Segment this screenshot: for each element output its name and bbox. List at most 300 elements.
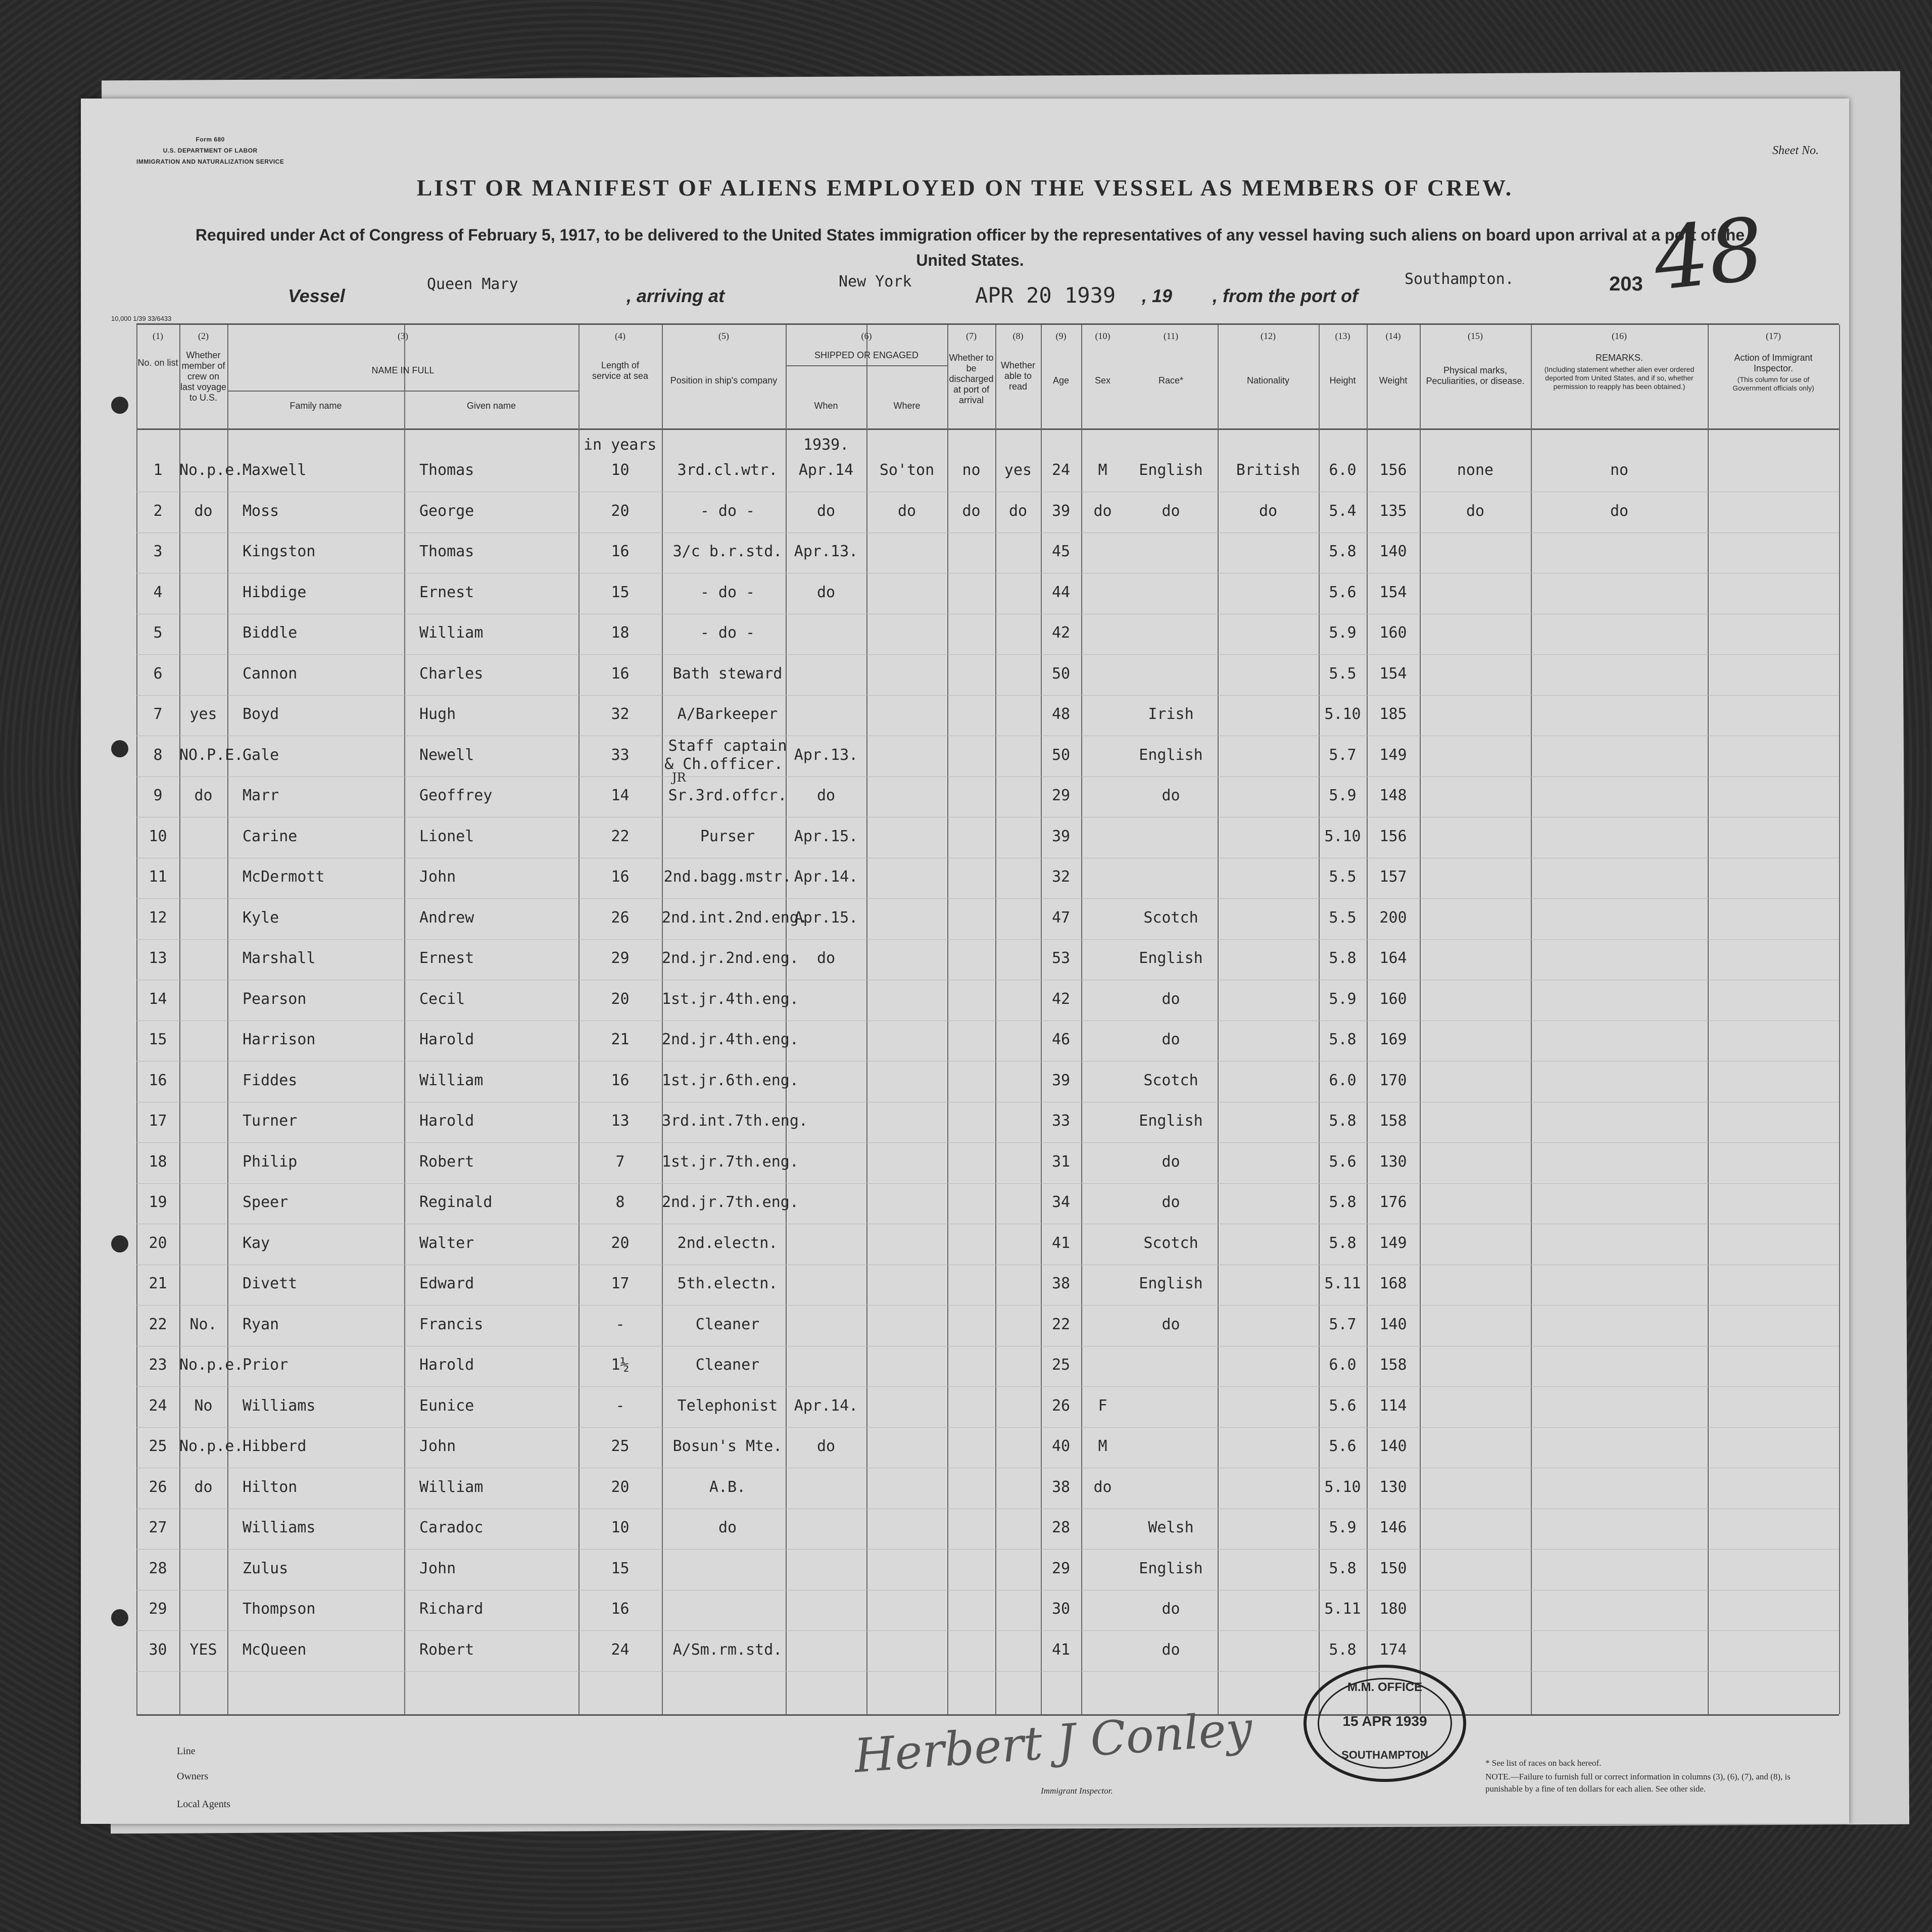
row-divider: [136, 654, 1839, 655]
owners-label: Owners: [177, 1771, 209, 1782]
cell-service: 16: [611, 543, 630, 560]
row-divider: [136, 1427, 1839, 1428]
col-1-header: No. on list: [137, 358, 178, 368]
cell-race: do: [1162, 1600, 1180, 1618]
cell-race: Welsh: [1148, 1519, 1194, 1536]
cell-given: Harold: [419, 1112, 474, 1130]
cell-race: Irish: [1148, 705, 1194, 723]
cell-no: 23: [149, 1356, 167, 1374]
row-divider: [136, 1142, 1839, 1143]
cell-service: 32: [611, 705, 630, 723]
office-stamp: [1303, 1665, 1466, 1782]
cell-weight: 176: [1379, 1193, 1407, 1211]
cell-weight: 160: [1379, 624, 1407, 642]
cell-family: Boyd: [243, 705, 279, 723]
cell-service: 17: [611, 1275, 630, 1292]
cell-no: 29: [149, 1600, 167, 1618]
col-5-header: Position in ship's company: [670, 375, 778, 385]
punch-hole: [111, 1609, 128, 1626]
cell-family: Marshall: [243, 949, 316, 967]
cell-position: 2nd.bagg.mstr.: [663, 868, 792, 886]
cell-service: 24: [611, 1640, 630, 1659]
cell-weight: 150: [1379, 1559, 1407, 1577]
cell-service: 10: [611, 1519, 630, 1536]
cell-no: 8: [153, 746, 163, 764]
cell-family: McQueen: [243, 1640, 307, 1659]
cell-given: William: [419, 1478, 484, 1496]
where-header: Where: [893, 401, 921, 411]
cell-disch: do: [962, 502, 981, 520]
cell-height: 5.11: [1324, 1600, 1361, 1618]
cell-age: 47: [1051, 908, 1071, 927]
cell-family: Ryan: [243, 1315, 279, 1333]
page-title: LIST OR MANIFEST OF ALIENS EMPLOYED ON THE VESSEL AS MEMBERS OF CREW.: [416, 175, 1514, 201]
from-port-label: , from the port of: [1213, 285, 1358, 306]
cell-age: 22: [1051, 1315, 1071, 1333]
cell-when: Apr.13.: [794, 746, 858, 764]
cell-position: Cleaner: [695, 1356, 760, 1374]
cell-no: 17: [149, 1112, 167, 1130]
cell-service: 15: [611, 583, 630, 601]
cell-given: Charles: [419, 664, 484, 683]
sheet-number-label: Sheet No.: [1772, 144, 1819, 157]
departure-port: Southampton.: [1405, 270, 1514, 288]
cell-when: Apr.13.: [794, 543, 858, 560]
cell-position: 1st.jr.7th.eng.: [662, 1152, 799, 1171]
form-identifier: Form 680 U.S. DEPARTMENT OF LABOR IMMIGRATION AND NATURALIZATION SERVICE: [136, 136, 284, 165]
cell-age: 24: [1051, 461, 1071, 479]
cell-family: Marr: [243, 787, 279, 804]
cell-age: 40: [1051, 1437, 1071, 1455]
cell-no: 13: [149, 949, 167, 967]
cell-no: 26: [149, 1478, 167, 1496]
family-name-header: Family name: [289, 401, 342, 411]
cell-family: Cannon: [243, 664, 298, 683]
cell-family: Hibdige: [243, 583, 307, 601]
cell-family: Biddle: [243, 624, 298, 642]
cell-height: 5.8: [1329, 1031, 1357, 1048]
cell-prev: No: [194, 1396, 213, 1415]
cell-no: 4: [153, 583, 163, 601]
cell-age: 41: [1051, 1640, 1071, 1659]
cell-no: 11: [149, 868, 167, 886]
cell-no: 15: [149, 1031, 167, 1048]
cell-given: Edward: [419, 1275, 474, 1292]
cell-family: Pearson: [243, 990, 307, 1008]
col-4-header: Length of service at sea: [592, 360, 649, 381]
cell-given: William: [419, 624, 484, 642]
cell-position: 2nd.jr.2nd.eng.: [662, 949, 799, 967]
immigrant-inspector-label: Immigrant Inspector.: [1041, 1786, 1113, 1796]
cell-prev: NO.P.E.: [179, 746, 244, 764]
col-9-number: (9): [1055, 331, 1067, 341]
cell-no: 6: [153, 664, 163, 683]
cell-when: Apr.15.: [794, 908, 858, 927]
cell-no: 27: [149, 1519, 167, 1536]
line-label: Line: [177, 1746, 196, 1757]
col-6-number: (6): [861, 331, 872, 341]
row-divider: [136, 695, 1839, 696]
cell-weight: 140: [1379, 1437, 1407, 1455]
col-3-header: NAME IN FULL: [371, 365, 434, 375]
cell-height: 5.8: [1329, 1193, 1357, 1211]
cell-no: 1: [153, 461, 163, 479]
cell-weight: 130: [1379, 1478, 1407, 1496]
cell-no: 22: [149, 1315, 167, 1333]
cell-race: English: [1139, 1275, 1203, 1292]
cell-given: Hugh: [419, 705, 456, 723]
cell-height: 5.7: [1329, 1315, 1357, 1333]
col-10-header: Sex: [1094, 375, 1111, 385]
cell-age: 33: [1051, 1112, 1071, 1130]
given-name-header: Given name: [466, 401, 516, 411]
cell-sex: do: [1093, 1478, 1112, 1496]
col-8-number: (8): [1012, 331, 1024, 341]
cell-height: 5.5: [1329, 868, 1357, 886]
cell-marks: none: [1457, 461, 1494, 479]
cell-service: 20: [611, 1478, 630, 1496]
cell-height: 5.8: [1329, 1234, 1357, 1252]
cell-age: 34: [1051, 1193, 1071, 1211]
cell-age: 53: [1051, 949, 1071, 967]
cell-marks: do: [1466, 502, 1485, 520]
cell-given: Richard: [419, 1600, 484, 1618]
cell-where: do: [897, 502, 916, 520]
cell-when: Apr.14: [798, 461, 854, 479]
cell-read: do: [1008, 502, 1028, 520]
cell-age: 50: [1051, 746, 1071, 764]
cell-service: 16: [611, 1600, 630, 1618]
row-divider: [136, 1183, 1839, 1184]
cell-race: English: [1139, 461, 1203, 479]
cell-family: Speer: [243, 1193, 288, 1211]
cell-race: do: [1162, 1193, 1180, 1211]
cell-family: Divett: [243, 1275, 298, 1292]
cell-weight: 158: [1379, 1112, 1407, 1130]
cell-no: 2: [153, 502, 163, 520]
cell-family: Hibberd: [243, 1437, 307, 1455]
cell-service: -: [615, 1396, 625, 1415]
cell-weight: 156: [1379, 827, 1407, 845]
cell-age: 31: [1051, 1152, 1071, 1171]
cell-weight: 140: [1379, 543, 1407, 560]
cell-given: George: [419, 502, 474, 520]
cell-weight: 174: [1379, 1640, 1407, 1659]
row-divider: [136, 1305, 1839, 1306]
cell-position: Staff captain: [668, 737, 787, 755]
cell-weight: 149: [1379, 746, 1407, 764]
punch-hole: [111, 740, 128, 757]
cell-position: A/Sm.rm.std.: [672, 1640, 783, 1659]
cell-family: Williams: [243, 1519, 316, 1536]
cell-height: 5.6: [1329, 1437, 1357, 1455]
cell-position: 3rd.int.7th.eng.: [662, 1112, 808, 1130]
cell-sex: do: [1093, 502, 1112, 520]
cell-age: 41: [1051, 1234, 1071, 1252]
cell-given: John: [419, 1559, 456, 1577]
cell-weight: 140: [1379, 1315, 1407, 1333]
cell-weight: 180: [1379, 1600, 1407, 1618]
col-12-number: (12): [1261, 331, 1276, 341]
cell-family: Prior: [243, 1356, 288, 1374]
stamp-bottom-text: SOUTHAMPTON: [1341, 1749, 1428, 1761]
cell-weight: 154: [1379, 664, 1407, 683]
cell-height: 5.9: [1329, 787, 1357, 804]
cell-no: 3: [153, 543, 163, 560]
cell-position: - do -: [700, 624, 755, 642]
cell-when: Apr.14.: [794, 1396, 858, 1415]
cell-given: Thomas: [419, 543, 474, 560]
col-11-header: Race*: [1158, 375, 1184, 385]
col-16-subheader: (Including statement whether alien ever ordered deported from United States, and if so, whether permission to reapply has been obtained.): [1544, 365, 1695, 391]
cell-age: 44: [1051, 583, 1071, 601]
cell-no: 14: [149, 990, 167, 1008]
arrival-port: New York: [839, 273, 912, 291]
cell-position: 2nd.electn.: [677, 1234, 778, 1252]
cell-given: Ernest: [419, 949, 474, 967]
cell-position: 5th.electn.: [677, 1275, 778, 1292]
cell-position: A/Barkeeper: [677, 705, 778, 723]
cell-position: 1st.jr.6th.eng.: [662, 1071, 799, 1089]
cell-weight: 200: [1379, 908, 1407, 927]
cell-height: 5.10: [1324, 705, 1361, 723]
cell-height: 5.6: [1329, 1152, 1357, 1171]
cell-remarks: do: [1610, 502, 1629, 520]
col-5-number: (5): [718, 331, 729, 341]
cell-race: do: [1162, 990, 1180, 1008]
cell-when: Apr.14.: [794, 868, 858, 886]
row-divider: [136, 1386, 1839, 1387]
vessel-name: Queen Mary: [427, 275, 518, 293]
col-17-subheader: (This column for use of Government officials only): [1732, 375, 1814, 392]
cell-weight: 164: [1379, 949, 1407, 967]
cell-service: 16: [611, 1071, 630, 1089]
cell-given: Caradoc: [419, 1519, 484, 1536]
local-agents-label: Local Agents: [177, 1799, 231, 1810]
cell-weight: 185: [1379, 705, 1407, 723]
col-7-number: (7): [966, 331, 977, 341]
cell-height: 5.9: [1329, 1519, 1357, 1536]
handwritten-sheet-number: 48: [1649, 199, 1768, 310]
cell-given: Harold: [419, 1031, 474, 1048]
cell-age: 29: [1051, 1559, 1071, 1577]
cell-given: Lionel: [419, 827, 474, 845]
col-16-header: REMARKS.: [1595, 353, 1644, 363]
cell-height: 5.6: [1329, 1396, 1357, 1415]
cell-position: - do -: [700, 583, 755, 601]
cell-nat: do: [1259, 502, 1278, 520]
cell-age: 28: [1051, 1519, 1071, 1536]
cell-no: 7: [153, 705, 163, 723]
col-17-header: Action of Immigrant Inspector.: [1734, 353, 1813, 373]
cell-height: 5.5: [1329, 664, 1357, 683]
years-unit-label: in years: [584, 436, 657, 454]
cell-read: yes: [1004, 461, 1032, 479]
cell-family: Turner: [243, 1112, 298, 1130]
cell-age: 50: [1051, 664, 1071, 683]
footnote: NOTE.—Failure to furnish full or correct information in columns (3), (6), (7), and (8), is punishable by a fine of ten dollars for each alien. See other side.: [1485, 1772, 1791, 1794]
cell-weight: 170: [1379, 1071, 1407, 1089]
cell-race: Scotch: [1143, 908, 1198, 927]
cell-service: 10: [611, 461, 630, 479]
cell-position: Sr.3rd.offcr.: [668, 787, 787, 804]
col-17-number: (17): [1766, 331, 1781, 341]
cell-weight: 135: [1379, 502, 1407, 520]
inspector-signature: Herbert J Conley: [852, 1701, 1254, 1783]
cell-prev: do: [194, 1478, 213, 1496]
cell-family: Thompson: [243, 1600, 316, 1618]
col-14-header: Weight: [1379, 375, 1408, 385]
cell-race: English: [1139, 746, 1203, 764]
races-note: * See list of races on back hereof.: [1485, 1758, 1602, 1768]
cell-no: 30: [149, 1640, 167, 1659]
cell-service: 26: [611, 908, 630, 927]
cell-no: 18: [149, 1152, 167, 1171]
col-8-header: Whether able to read: [1000, 360, 1036, 392]
cell-height: 6.0: [1329, 461, 1357, 479]
col-3-number: (3): [398, 331, 408, 341]
cell-sex: F: [1098, 1396, 1107, 1415]
cell-no: 25: [149, 1437, 167, 1455]
cell-prev: No.p.e.: [179, 1356, 244, 1374]
cell-age: 38: [1051, 1275, 1071, 1292]
cell-service: 33: [611, 746, 630, 764]
cell-age: 30: [1051, 1600, 1071, 1618]
cell-position: Telephonist: [677, 1396, 778, 1415]
cell-race: English: [1139, 1112, 1203, 1130]
col-4-number: (4): [615, 331, 625, 341]
cell-age: 42: [1051, 624, 1071, 642]
cell-weight: 146: [1379, 1519, 1407, 1536]
cell-when: do: [816, 949, 836, 967]
col-13-number: (13): [1335, 331, 1350, 341]
cell-family: Maxwell: [243, 461, 307, 479]
cell-given: John: [419, 1437, 456, 1455]
cell-position: A.B.: [709, 1478, 746, 1496]
cell-given: Ernest: [419, 583, 474, 601]
cell-race: do: [1162, 1031, 1180, 1048]
row-divider: [136, 939, 1839, 940]
cell-service: -: [615, 1315, 625, 1333]
cell-age: 48: [1051, 705, 1071, 723]
cell-service: 20: [611, 1234, 630, 1252]
vessel-label: Vessel: [288, 285, 345, 306]
col-9-header: Age: [1052, 375, 1070, 385]
cell-no: 16: [149, 1071, 167, 1089]
cell-given: Reginald: [419, 1193, 493, 1211]
cell-age: 26: [1051, 1396, 1071, 1415]
col-14-number: (14): [1385, 331, 1401, 341]
cell-race: do: [1162, 502, 1180, 520]
cell-weight: 158: [1379, 1356, 1407, 1374]
cell-position-note: JR: [672, 770, 686, 785]
page-code: 203: [1609, 273, 1643, 295]
row-divider: [136, 1671, 1839, 1672]
cell-height: 5.10: [1324, 827, 1361, 845]
cell-no: 9: [153, 787, 163, 804]
col-2-header: Whether member of crew on last voyage to U.S.: [180, 350, 227, 403]
cell-given: William: [419, 1071, 484, 1089]
cell-prev: No.: [189, 1315, 217, 1333]
cell-weight: 154: [1379, 583, 1407, 601]
cell-given: Thomas: [419, 461, 474, 479]
row-divider: [136, 1630, 1839, 1631]
cell-given: Andrew: [419, 908, 474, 927]
cell-age: 39: [1051, 1071, 1071, 1089]
cell-position: Bosun's Mte.: [672, 1437, 783, 1455]
punch-hole: [111, 1235, 128, 1252]
crew-table: [136, 323, 1839, 1716]
when-header: When: [814, 401, 838, 411]
cell-no: 24: [149, 1396, 167, 1415]
cell-race: Scotch: [1143, 1071, 1198, 1089]
cell-service: 21: [611, 1031, 630, 1048]
cell-age: 39: [1051, 502, 1071, 520]
cell-given: Newell: [419, 746, 474, 764]
year-label: , 19: [1142, 285, 1173, 306]
cell-no: 10: [149, 827, 167, 845]
cell-given: Eunice: [419, 1396, 474, 1415]
year-unit-label: 1939.: [803, 436, 849, 454]
cell-where: So'ton: [879, 461, 935, 479]
cell-service: 20: [611, 502, 630, 520]
cell-age: 42: [1051, 990, 1071, 1008]
cell-given: John: [419, 868, 456, 886]
cell-when: do: [816, 1437, 836, 1455]
cell-service: 22: [611, 827, 630, 845]
cell-height: 5.9: [1329, 990, 1357, 1008]
cell-given: Robert: [419, 1640, 474, 1659]
cell-sex: M: [1098, 461, 1107, 479]
cell-remarks: no: [1610, 461, 1629, 479]
cell-no: 12: [149, 908, 167, 927]
cell-family: Philip: [243, 1152, 298, 1171]
cell-weight: 149: [1379, 1234, 1407, 1252]
cell-nat: British: [1236, 461, 1300, 479]
cell-when: do: [816, 502, 836, 520]
col-1-number: (1): [153, 331, 163, 341]
cell-age: 38: [1051, 1478, 1071, 1496]
cell-height: 5.8: [1329, 949, 1357, 967]
cell-service: 20: [611, 990, 630, 1008]
cell-service: 14: [611, 787, 630, 804]
cell-given: Francis: [419, 1315, 484, 1333]
cell-height: 5.8: [1329, 543, 1357, 560]
cell-service: 8: [615, 1193, 625, 1211]
cell-service: 16: [611, 868, 630, 886]
cell-family: Carine: [243, 827, 298, 845]
col-13-header: Height: [1329, 375, 1356, 385]
print-code: 10,000 1/39 33/6433: [111, 315, 172, 322]
cell-position: 3rd.cl.wtr.: [677, 461, 778, 479]
col-2-number: (2): [198, 331, 209, 341]
cell-height: 5.8: [1329, 1640, 1357, 1659]
col-16-number: (16): [1612, 331, 1627, 341]
cell-prev: do: [194, 502, 213, 520]
cell-family: Hilton: [243, 1478, 298, 1496]
cell-height: 5.10: [1324, 1478, 1361, 1496]
cell-no: 28: [149, 1559, 167, 1577]
cell-height: 5.4: [1329, 502, 1357, 520]
row-divider: [136, 1549, 1839, 1550]
cell-family: Williams: [243, 1396, 316, 1415]
cell-position: - do -: [700, 502, 755, 520]
cell-family: Fiddes: [243, 1071, 298, 1089]
cell-position: 3/c b.r.std.: [672, 543, 783, 560]
cell-position: Purser: [700, 827, 755, 845]
cell-given: Cecil: [419, 990, 465, 1008]
cell-race: do: [1162, 1315, 1180, 1333]
